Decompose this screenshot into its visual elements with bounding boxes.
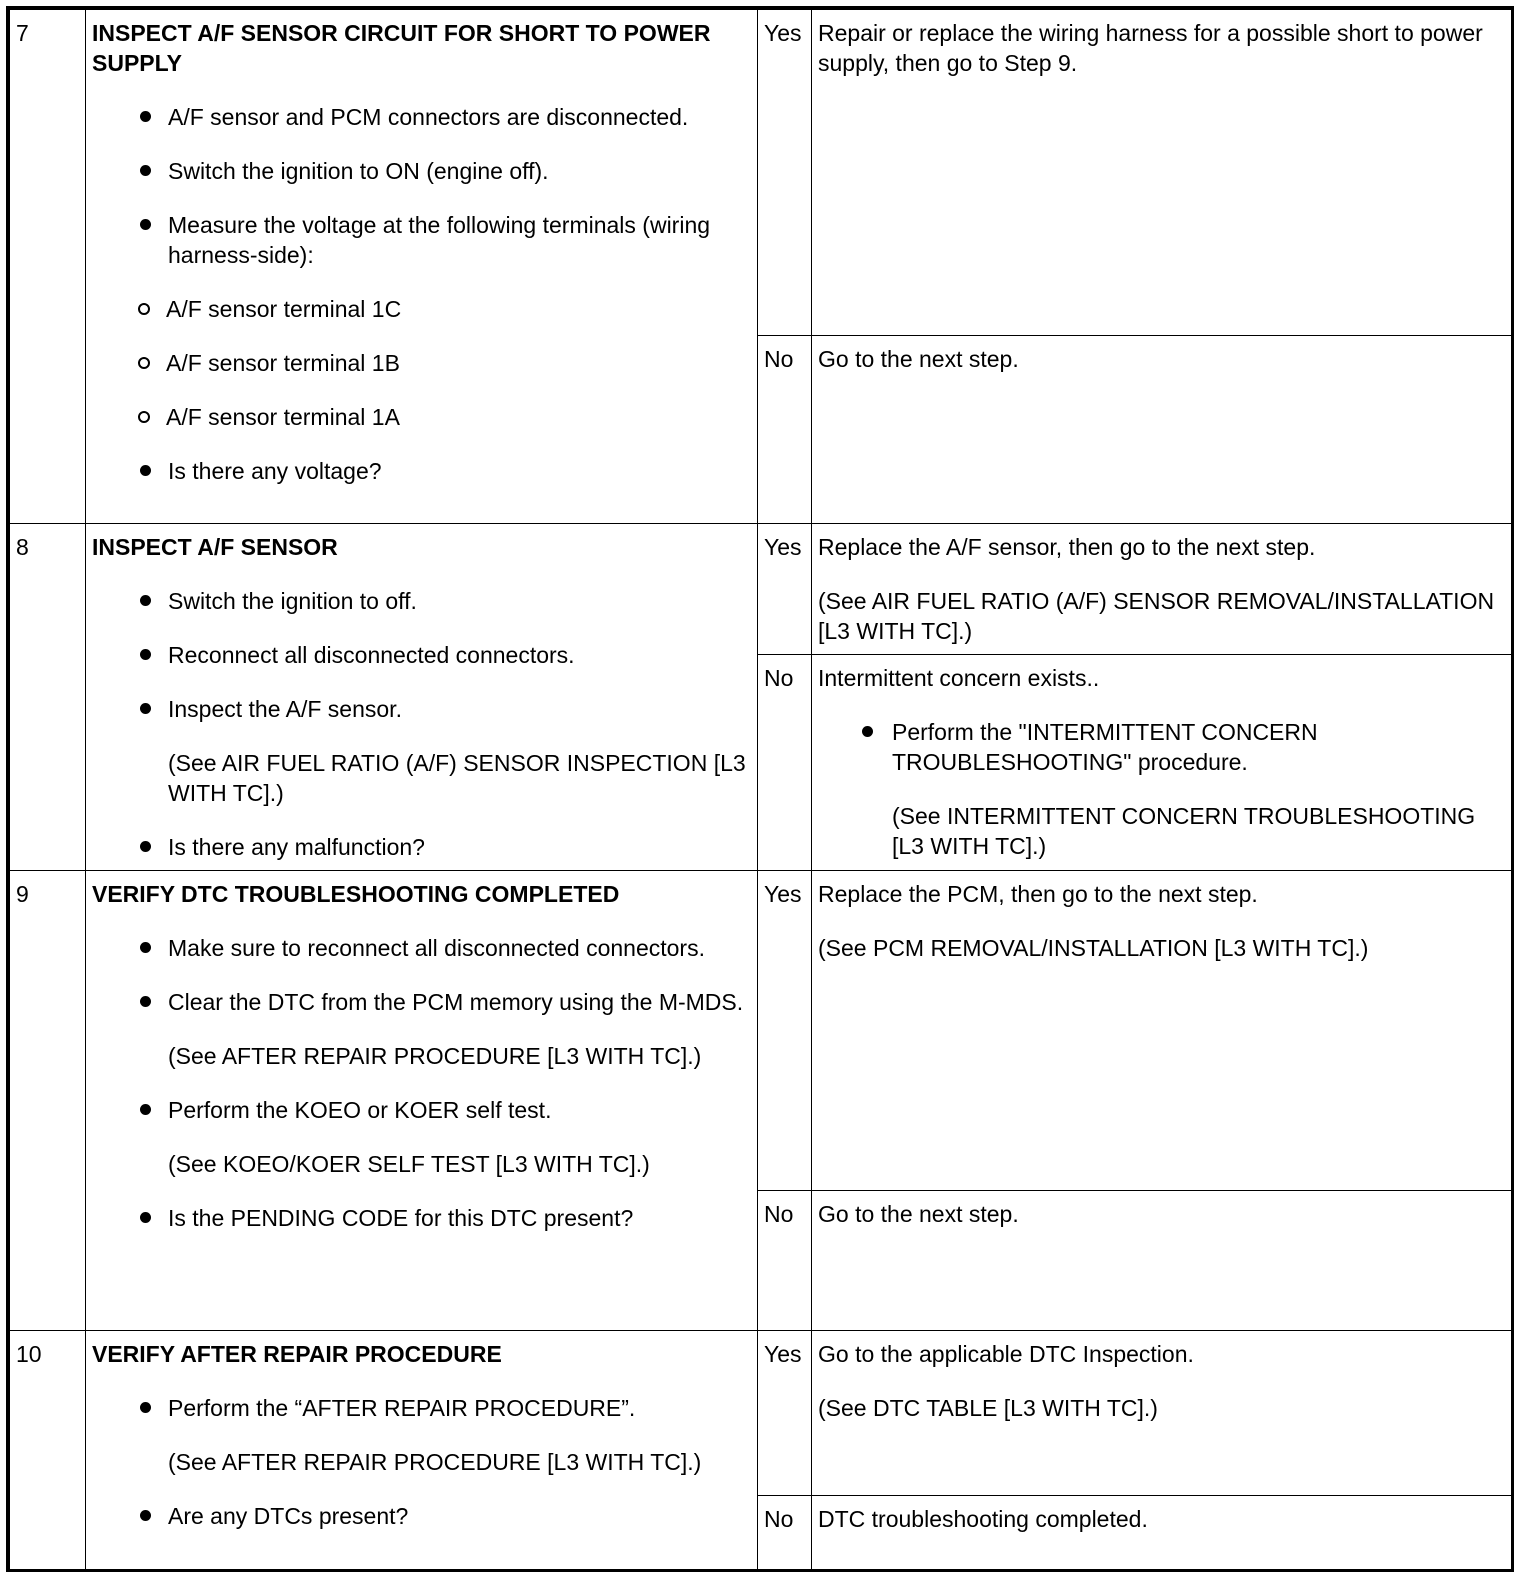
instruction-text: Measure the voltage at the following terminals (wiring harness-side):: [168, 212, 711, 268]
no-label: No: [758, 655, 812, 871]
terminal-list: [92, 294, 751, 432]
instruction-item: Switch the ignition to ON (engine off).: [92, 156, 751, 186]
instruction-item: Switch the ignition to off.: [92, 586, 751, 616]
step-title: INSPECT A/F SENSOR: [92, 534, 338, 560]
yes-action: [812, 1331, 1512, 1496]
instruction-list: [92, 933, 751, 1233]
no-action-text: Intermittent concern exists..: [818, 665, 1100, 692]
question-item: Is there any voltage?: [92, 456, 751, 486]
instruction-list: [92, 1393, 751, 1531]
step-content: [86, 871, 758, 1331]
reference-note: (See DTC TABLE [L3 WITH TC].): [818, 1395, 1158, 1421]
step-title: INSPECT A/F SENSOR CIRCUIT FOR SHORT TO POWER SUPPLY: [92, 20, 711, 76]
step-title: VERIFY DTC TROUBLESHOOTING COMPLETED: [92, 881, 620, 907]
instruction-item: Make sure to reconnect all disconnected connectors.: [92, 933, 751, 963]
yes-label: Yes: [758, 524, 812, 655]
yes-action-text: Repair or replace the wiring harness for a possible short to power supply, then go to Step 9.: [818, 20, 1483, 76]
no-action: [812, 1496, 1512, 1572]
yes-action: [812, 524, 1512, 655]
procedure-sheet: [6, 6, 1514, 1572]
instruction-item: [92, 210, 751, 432]
yes-label: Yes: [758, 10, 812, 336]
step-content: [86, 524, 758, 871]
no-label: No: [758, 336, 812, 524]
reference-note: (See AIR FUEL RATIO (A/F) SENSOR INSPECTION [L3 WITH TC].): [168, 750, 746, 806]
step-row-7: [10, 10, 1512, 336]
yes-action-text: Replace the PCM, then go to the next step.: [818, 881, 1258, 907]
yes-label: Yes: [758, 1331, 812, 1496]
step-row-10: [10, 1331, 1512, 1496]
reference-note: (See KOEO/KOER SELF TEST [L3 WITH TC].): [168, 1151, 650, 1177]
step-number: 10: [10, 1331, 86, 1572]
no-action-text: Go to the next step.: [818, 346, 1019, 372]
yes-action-text: Go to the applicable DTC Inspection.: [818, 1341, 1194, 1367]
step-content: [86, 1331, 758, 1572]
reference-note: (See AFTER REPAIR PROCEDURE [L3 WITH TC].): [168, 1043, 702, 1069]
step-number: 7: [10, 10, 86, 524]
reference-note: (See INTERMITTENT CONCERN TROUBLESHOOTING [L3 WITH TC].): [892, 803, 1476, 860]
instruction-item: Reconnect all disconnected connectors.: [92, 640, 751, 670]
no-action-item: [818, 717, 1505, 861]
reference-note: (See PCM REMOVAL/INSTALLATION [L3 WITH TC].): [818, 935, 1369, 961]
no-action: [812, 1191, 1512, 1331]
no-action-text: Go to the next step.: [818, 1201, 1019, 1227]
step-content: [86, 10, 758, 524]
instruction-text: Inspect the A/F sensor.: [168, 696, 402, 722]
question-item: Is the PENDING CODE for this DTC present?: [92, 1203, 751, 1233]
no-label: No: [758, 1191, 812, 1331]
no-action: [812, 655, 1512, 871]
instruction-text: Perform the “AFTER REPAIR PROCEDURE”.: [168, 1395, 636, 1421]
instruction-text: Clear the DTC from the PCM memory using the M-MDS.: [168, 989, 744, 1015]
instruction-item: [92, 1393, 751, 1477]
instruction-item: [92, 694, 751, 808]
instruction-item: [92, 1095, 751, 1179]
instruction-list: [92, 102, 751, 486]
no-action-text: DTC troubleshooting completed.: [818, 1506, 1148, 1532]
terminal-item: A/F sensor terminal 1C: [92, 294, 751, 324]
yes-action-text: Replace the A/F sensor, then go to the next step.: [818, 534, 1316, 560]
question-item: Is there any malfunction?: [92, 832, 751, 862]
instruction-text: Perform the KOEO or KOER self test.: [168, 1097, 552, 1123]
no-action-bullet: Perform the "INTERMITTENT CONCERN TROUBLESHOOTING" procedure.: [892, 719, 1318, 776]
no-label: No: [758, 1496, 812, 1572]
step-number: 9: [10, 871, 86, 1331]
terminal-item: A/F sensor terminal 1A: [92, 402, 751, 432]
instruction-item: [92, 987, 751, 1071]
instruction-item: A/F sensor and PCM connectors are disconnected.: [92, 102, 751, 132]
no-action-list: [818, 717, 1505, 861]
question-item: Are any DTCs present?: [92, 1501, 751, 1531]
no-action: [812, 336, 1512, 524]
yes-action: [812, 10, 1512, 336]
step-title: VERIFY AFTER REPAIR PROCEDURE: [92, 1341, 502, 1367]
step-row-8: [10, 524, 1512, 655]
terminal-item: A/F sensor terminal 1B: [92, 348, 751, 378]
reference-note: (See AIR FUEL RATIO (A/F) SENSOR REMOVAL/INSTALLATION [L3 WITH TC].): [818, 588, 1495, 644]
procedure-table: [9, 9, 1512, 1572]
step-row-9: [10, 871, 1512, 1191]
instruction-list: [92, 586, 751, 862]
step-number: 8: [10, 524, 86, 871]
yes-label: Yes: [758, 871, 812, 1191]
reference-note: (See AFTER REPAIR PROCEDURE [L3 WITH TC].): [168, 1449, 702, 1475]
yes-action: [812, 871, 1512, 1191]
